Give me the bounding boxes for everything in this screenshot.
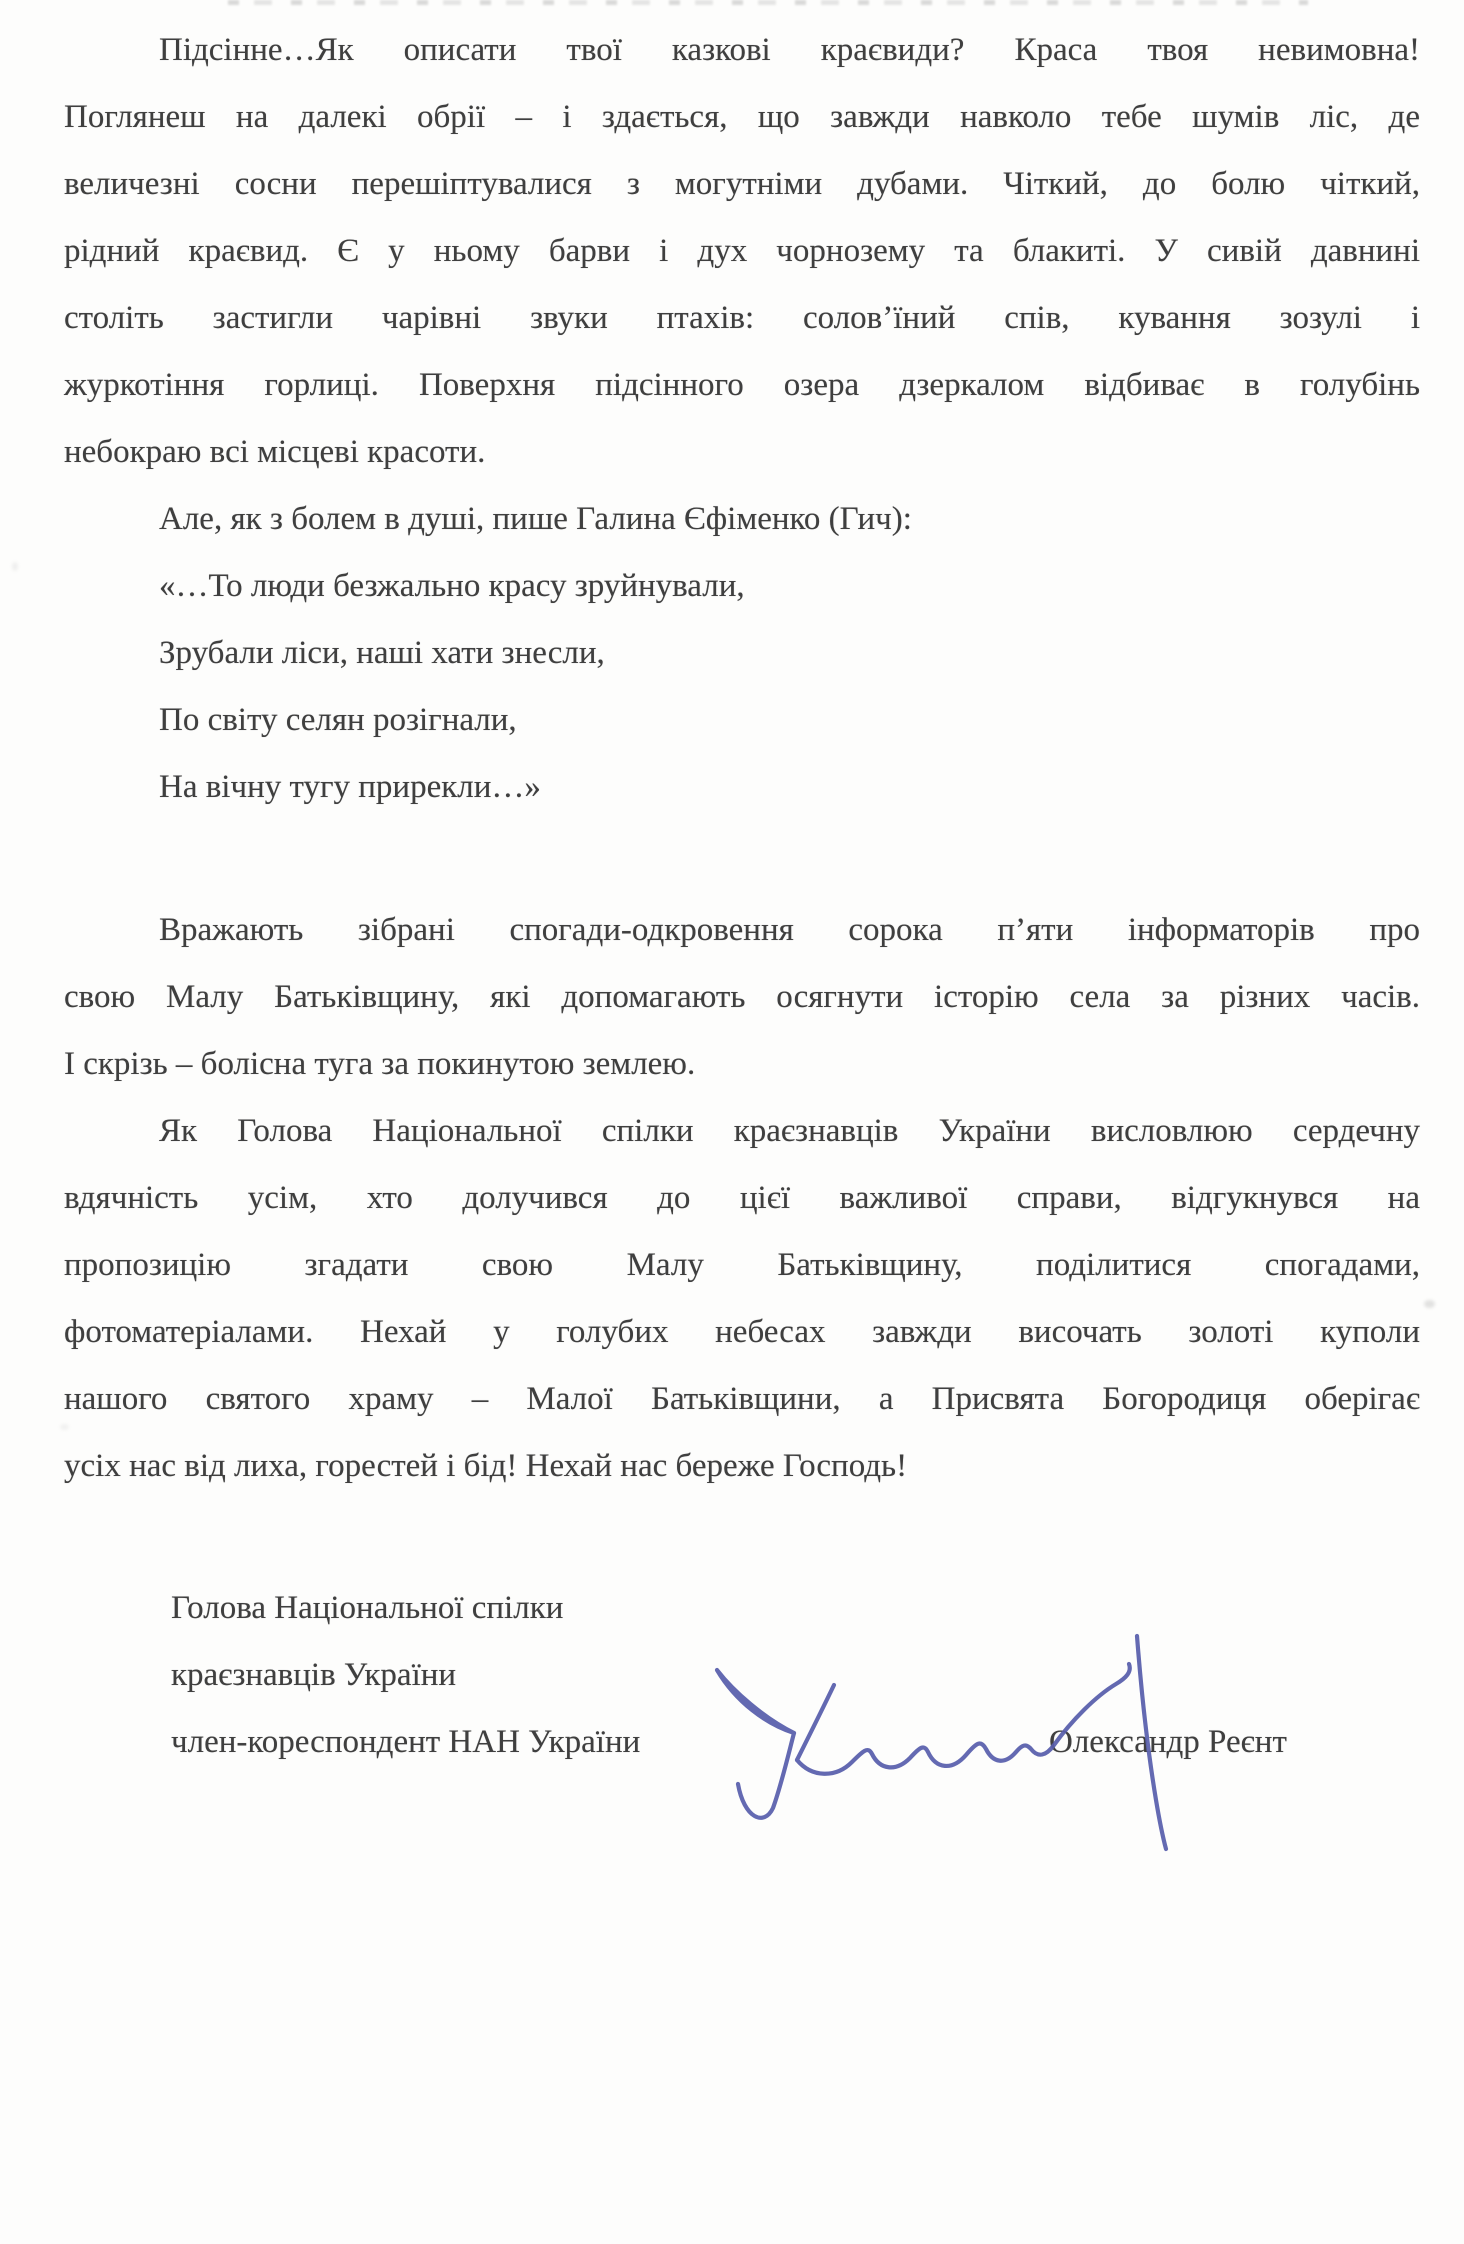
text-line: Зрубали ліси, наші хати знесли, (159, 635, 605, 671)
text-line: краєзнавців України (171, 1657, 457, 1693)
signatory-name: Олександр Реєнт (1049, 1724, 1287, 1760)
signature-ink (700, 1628, 1220, 1863)
text-line: небокраю всі місцеві красоти. (64, 434, 486, 470)
scan-speck (1424, 1300, 1435, 1308)
gratitude-paragraph (64, 1098, 1420, 1500)
text-line: величезні сосни перешіптувалися з могутніми дубами. Чіткий, до болю чіткий, (64, 166, 1420, 202)
text-line: І скрізь – болісна туга за покинутою землею. (64, 1046, 696, 1082)
letter-body (64, 17, 1420, 1776)
text-line: На вічну тугу прирекли…» (159, 769, 541, 805)
text-line: рідний краєвид. Є у ньому барви і дух чорнозему та блакиті. У сивій давнині (64, 233, 1420, 269)
cut-off-text-fragment (228, 0, 1308, 5)
text-line: Підсінне…Як описати твої казкові краєвиди? Краса твоя невимовна! (159, 32, 1420, 68)
text-line: Голова Національної спілки (171, 1590, 564, 1626)
text-line: свою Малу Батьківщину, які допомагають осягнути історію села за різних часів. (64, 979, 1420, 1015)
opening-paragraph (64, 17, 1420, 486)
text-line: фотоматеріалами. Нехай у голубих небесах завжди височать золоті куполи (64, 1314, 1420, 1350)
text-line: По світу селян розігнали, (159, 702, 517, 738)
text-line: «…То люди безжально красу зруйнували, (159, 568, 745, 604)
text-line: член-кореспондент НАН України (171, 1724, 641, 1760)
text-line: усіх нас від лиха, горестей і бід! Нехай нас береже Господь! (64, 1448, 908, 1484)
text-line: журкотіння горлиці. Поверхня підсінного озера дзеркалом відбиває в голубінь (64, 367, 1420, 403)
attribution-line-block (64, 486, 1420, 553)
text-line: вдячність усім, хто долучився до цієї важливої справи, відгукнувся на (64, 1180, 1420, 1216)
text-line: Поглянеш на далекі обрії – і здається, що завжди навколо тебе шумів ліс, де (64, 99, 1420, 135)
text-line: Вражають зібрані спогади-одкровення сорока п’яти інформаторів про (159, 912, 1420, 948)
scan-speck (12, 562, 18, 571)
text-line: Як Голова Національної спілки краєзнавців України висловлюю сердечну (159, 1113, 1420, 1149)
text-line: пропозицію згадати свою Малу Батьківщину, поділитися спогадами, (64, 1247, 1420, 1283)
attribution-line: Але, як з болем в душі, пише Галина Єфіменко (Гич): (159, 501, 912, 537)
poem-quote (64, 553, 1420, 821)
text-line: нашого святого храму – Малої Батьківщини, а Присвята Богородиця оберігає (64, 1381, 1420, 1417)
memories-paragraph (64, 897, 1420, 1098)
text-line: століть застигли чарівні звуки птахів: солов’їний спів, кування зозулі і (64, 300, 1420, 336)
